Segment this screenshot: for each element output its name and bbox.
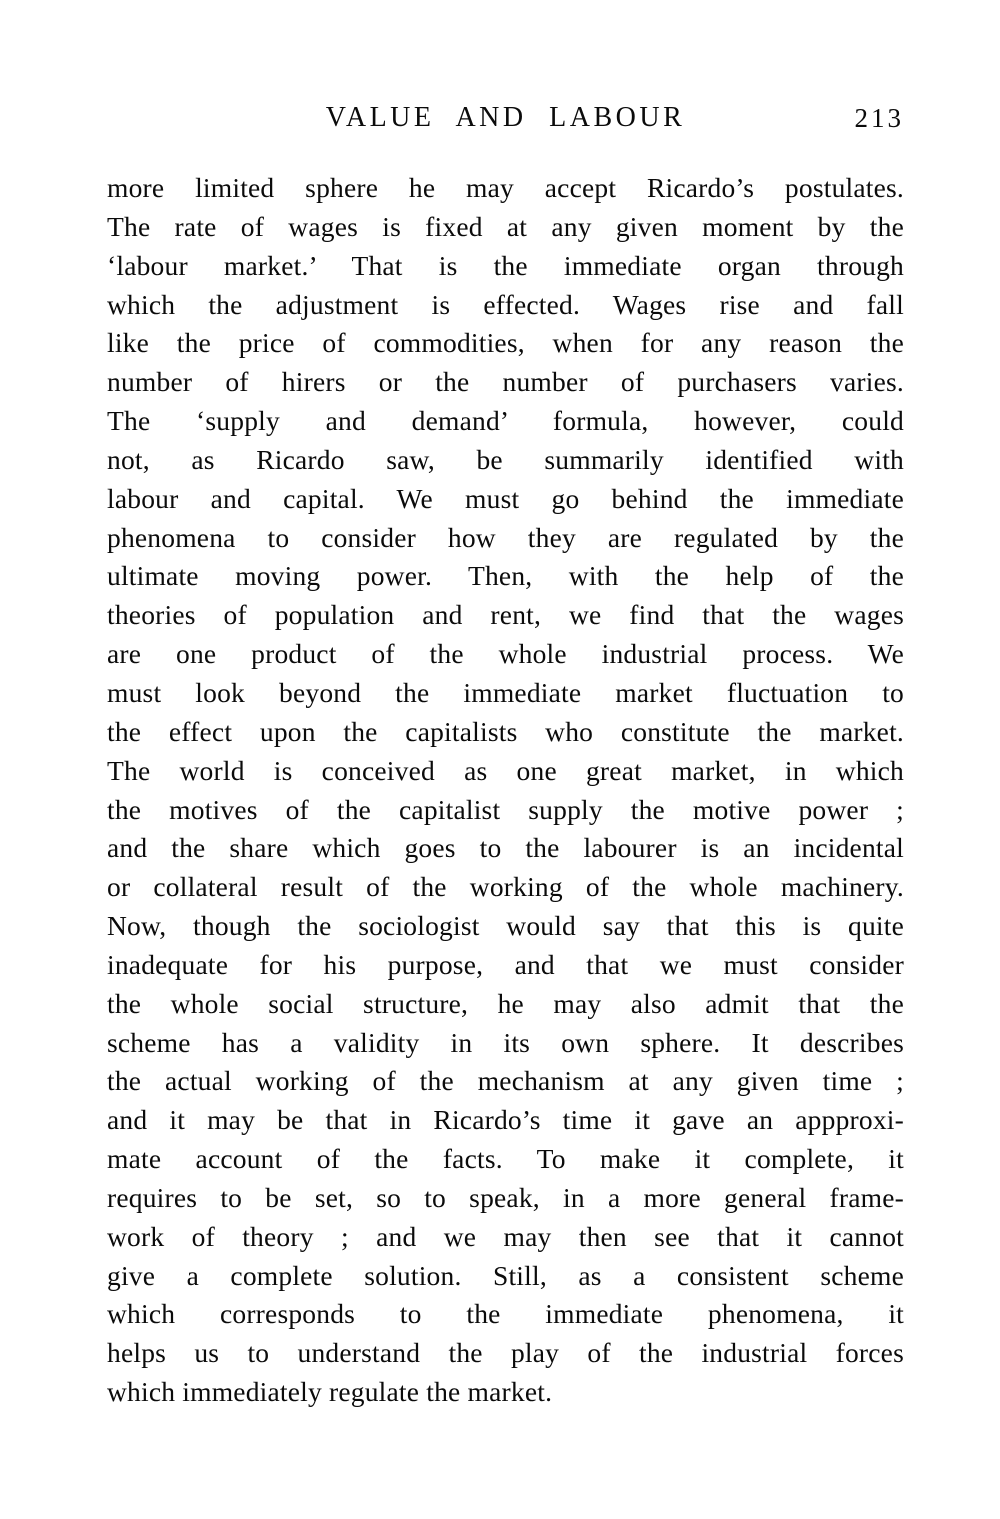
running-head-title: VALUE AND LABOUR <box>325 102 686 133</box>
text-line: number of hirers or the number of purchasers varies. <box>107 366 904 398</box>
text-line: the motives of the capitalist supply the motive power ; <box>107 793 904 825</box>
text-line: and it may be that in Ricardo’s time it gave an appproxi- <box>107 1104 904 1136</box>
text-line: which corresponds to the immediate phenomena, it <box>107 1298 904 1330</box>
text-line: which immediately regulate the market. <box>107 1376 553 1408</box>
text-line: The world is conceived as one great market, in which <box>107 754 904 786</box>
text-line: labour and capital. We must go behind the immediate <box>107 482 904 514</box>
text-line: Now, though the sociologist would say that this is quite <box>107 910 904 942</box>
text-line: more limited sphere he may accept Ricardo’s postulates. <box>107 172 904 203</box>
text-line: ‘labour market.’ That is the immediate organ through <box>107 249 904 281</box>
text-line: phenomena to consider how they are regulated by the <box>107 521 904 553</box>
text-line: which the adjustment is effected. Wages rise and fall <box>107 288 904 320</box>
text-line: requires to be set, so to speak, in a more general frame- <box>107 1181 904 1213</box>
text-line: give a complete solution. Still, as a consistent scheme <box>107 1259 904 1291</box>
text-line: The rate of wages is fixed at any given moment by the <box>107 210 904 242</box>
text-line: ultimate moving power. Then, with the help of the <box>107 560 904 592</box>
text-line: and the share which goes to the labourer is an incidental <box>107 832 904 864</box>
text-line: theories of population and rent, we find that the wages <box>107 599 904 631</box>
text-line: scheme has a validity in its own sphere. It describes <box>107 1026 904 1058</box>
text-line: the whole social structure, he may also admit that the <box>107 987 904 1019</box>
body-text <box>107 169 904 1412</box>
running-header <box>107 101 904 139</box>
text-line: mate account of the facts. To make it complete, it <box>107 1143 904 1175</box>
text-line: inadequate for his purpose, and that we must consider <box>107 948 904 980</box>
page-number: 213 <box>854 103 904 133</box>
text-line: the effect upon the capitalists who constitute the market. <box>107 715 904 747</box>
text-line: the actual working of the mechanism at any given time ; <box>107 1065 904 1097</box>
text-line: or collateral result of the working of the whole machinery. <box>107 871 904 903</box>
text-line: The ‘supply and demand’ formula, however, could <box>107 405 904 437</box>
text-line: like the price of commodities, when for any reason the <box>107 327 904 359</box>
text-line: must look beyond the immediate market fluctuation to <box>107 676 904 708</box>
text-line: work of theory ; and we may then see that it cannot <box>107 1220 904 1252</box>
text-line: not, as Ricardo saw, be summarily identified with <box>107 443 904 475</box>
text-line: are one product of the whole industrial process. We <box>107 638 904 670</box>
text-line: helps us to understand the play of the industrial forces <box>107 1337 904 1369</box>
